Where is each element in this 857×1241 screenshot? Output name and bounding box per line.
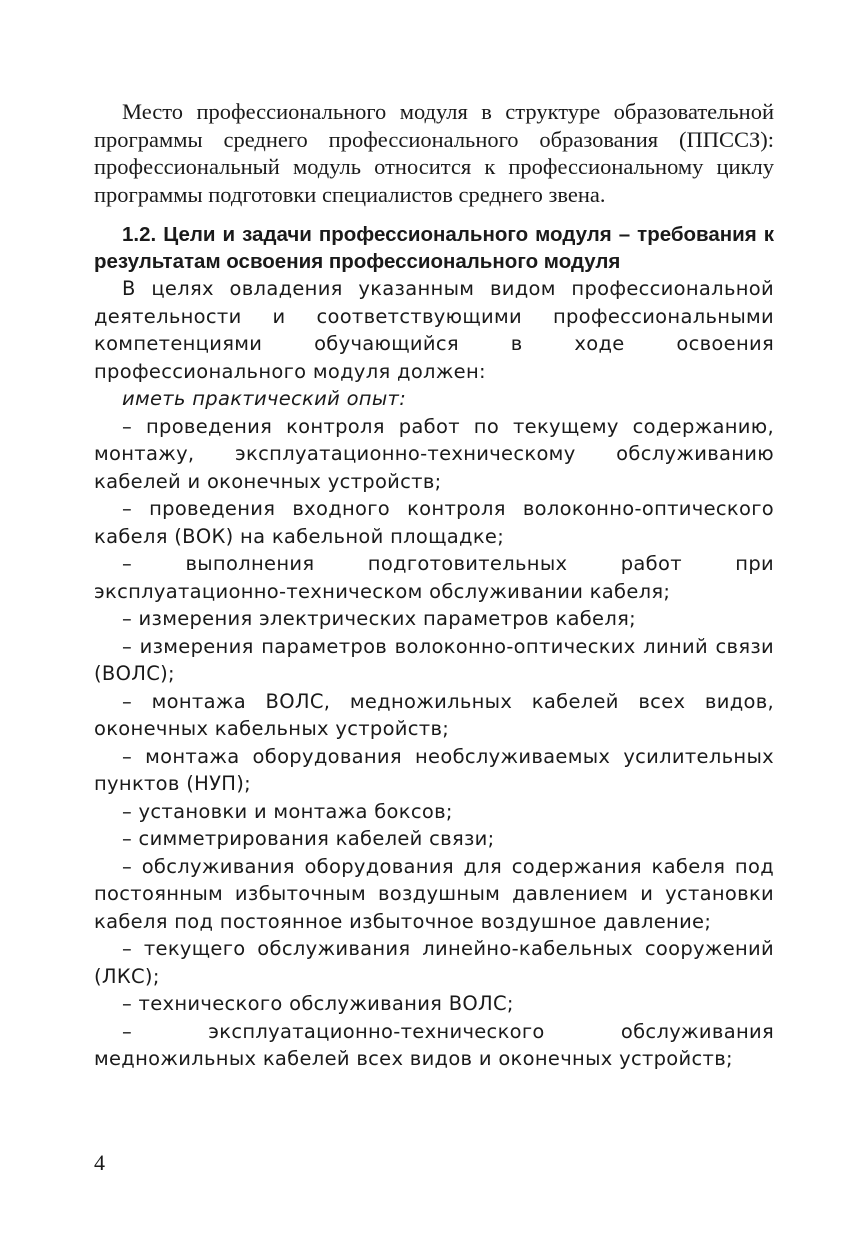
- list-item-10: – обслуживания оборудования для содержания кабеля под постоянным избыточным воздушным давлением и установки кабеля под постоянное избыточное воздушное давление;: [94, 854, 774, 933]
- list-item-6: – монтажа ВОЛС, медножильных кабелей всех видов, оконечных кабельных устройств;: [94, 689, 774, 740]
- list-item-8: – установки и монтажа боксов;: [122, 799, 453, 823]
- experience-label: иметь практический опыт:: [122, 387, 407, 410]
- page-number: 4: [94, 1150, 105, 1175]
- document-page: [94, 98, 774, 1073]
- list-item-4: – измерения электрических параметров кабеля;: [122, 607, 637, 630]
- list-item-3: – выполнения подготовительных работ при эксплуатационно-техническом обслуживании кабеля;: [94, 552, 774, 603]
- list-item-12: – технического обслуживания ВОЛС;: [122, 992, 514, 1015]
- list-item-7: – монтажа оборудования необслуживаемых усилительных пунктов (НУП);: [94, 744, 774, 795]
- list-item-1: – проведения контроля работ по текущему содержанию, монтажу, эксплуатационно-техническому обслуживанию кабелей и оконечных устройств;: [94, 414, 774, 493]
- list-item-11: – текущего обслуживания линейно-кабельных сооружений (ЛКС);: [94, 937, 774, 988]
- list-item-9: – симметрирования кабелей связи;: [122, 827, 495, 850]
- intro-paragraph: Место профессионального модуля в структуре образовательной программы среднего профессионального образования (ППССЗ): профессиональный модуль относится к профессиональному циклу программы подготовки специалистов среднего звена.: [94, 99, 774, 207]
- lead-paragraph: В целях овладения указанным видом профессиональной деятельности и соответствующими профессиональными компетенциями обучающийся в ходе освоения профессионального модуля должен:: [94, 277, 774, 383]
- list-item-13: – эксплуатационно-технического обслуживания медножильных кабелей всех видов и оконечных устройств;: [94, 1019, 774, 1070]
- list-item-2: – проведения входного контроля волоконно-оптического кабеля (ВОК) на кабельной площадке;: [94, 497, 774, 548]
- section-heading: 1.2. Цели и задачи профессионального модуля – требования к результатам освоения профессионального модуля: [94, 223, 774, 273]
- list-item-5: – измерения параметров волоконно-оптических линий связи (ВОЛС);: [94, 634, 774, 685]
